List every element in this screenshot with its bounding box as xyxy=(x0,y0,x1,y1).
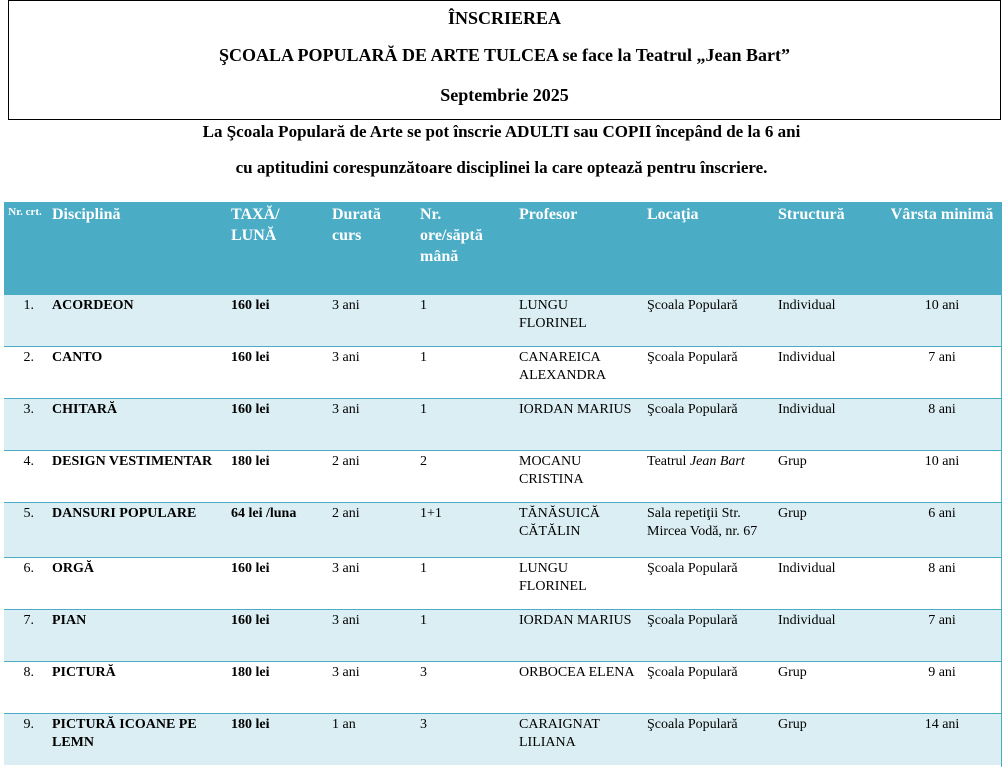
cell-varsta: 8 ani xyxy=(882,557,1002,609)
cell-varsta: 9 ani xyxy=(882,661,1002,713)
title-school: ŞCOALA POPULARĂ DE ARTE TULCEA se face la Teatrul „Jean Bart” xyxy=(218,45,791,65)
title-date: Septembrie 2025 xyxy=(440,85,569,105)
cell-structura: Grup xyxy=(772,450,882,502)
cell-taxa: 160 lei xyxy=(225,557,326,609)
cell-locatia: Şcoala Populară xyxy=(641,294,772,346)
table-row xyxy=(4,713,1002,765)
cell-profesor: LUNGU FLORINEL xyxy=(513,294,641,346)
cell-varsta: 10 ani xyxy=(882,450,1002,502)
cell-nr: 1. xyxy=(4,294,46,346)
cell-taxa: 160 lei xyxy=(225,346,326,398)
cell-nr: 2. xyxy=(4,346,46,398)
cell-nr: 4. xyxy=(4,450,46,502)
cell-locatia: Şcoala Populară xyxy=(641,661,772,713)
cell-nr: 6. xyxy=(4,557,46,609)
cell-nr: 8. xyxy=(4,661,46,713)
cell-locatia: Sala repetiţii Str. Mircea Vodă, nr. 67 xyxy=(641,502,772,557)
table-row xyxy=(4,294,1002,346)
cell-locatia-italic: Jean Bart xyxy=(689,453,745,469)
cell-durata: 3 ani xyxy=(326,346,414,398)
cell-disciplina: DANSURI POPULARE xyxy=(46,502,225,557)
table-row xyxy=(4,661,1002,713)
cell-structura: Individual xyxy=(772,557,882,609)
cell-ore: 2 xyxy=(414,450,513,502)
column-header-locatia: Locaţia xyxy=(641,202,772,294)
cell-structura: Grup xyxy=(772,661,882,713)
cell-ore: 1 xyxy=(414,557,513,609)
cell-profesor: CARAIGNAT LILIANA xyxy=(513,713,641,765)
cell-nr: 3. xyxy=(4,398,46,450)
cell-nr: 5. xyxy=(4,502,46,557)
cell-durata: 3 ani xyxy=(326,609,414,661)
cell-locatia-text: Teatrul xyxy=(647,453,687,469)
cell-durata: 3 ani xyxy=(326,661,414,713)
cell-varsta: 7 ani xyxy=(882,609,1002,661)
cell-locatia: Şcoala Populară xyxy=(641,346,772,398)
intro-line-1: La Şcoala Populară de Arte se pot înscrie ADULTI sau COPII începând de la 6 ani xyxy=(202,122,801,141)
cell-locatia: Şcoala Populară xyxy=(641,713,772,765)
cell-structura: Individual xyxy=(772,398,882,450)
cell-structura: Individual xyxy=(772,346,882,398)
cell-ore: 1 xyxy=(414,609,513,661)
cell-taxa: 180 lei xyxy=(225,661,326,713)
cell-disciplina: CHITARĂ xyxy=(46,398,225,450)
table-right-border xyxy=(1001,202,1002,767)
cell-ore: 1 xyxy=(414,294,513,346)
cell-durata: 2 ani xyxy=(326,502,414,557)
cell-profesor: IORDAN MARIUS xyxy=(513,398,641,450)
title-heading: ÎNSCRIEREA xyxy=(447,8,562,28)
cell-locatia: Şcoala Populară xyxy=(641,557,772,609)
cell-locatia xyxy=(641,450,772,502)
cell-durata: 3 ani xyxy=(326,294,414,346)
cell-durata: 3 ani xyxy=(326,398,414,450)
column-header-nr: Nr. crt. xyxy=(4,202,46,294)
column-header-disciplina: Disciplină xyxy=(46,202,225,294)
cell-ore: 3 xyxy=(414,713,513,765)
cell-profesor: MOCANU CRISTINA xyxy=(513,450,641,502)
column-header-ore: Nr. ore/săptă mână xyxy=(414,202,513,294)
cell-varsta: 7 ani xyxy=(882,346,1002,398)
column-header-taxa: TAXĂ/ LUNĂ xyxy=(225,202,326,294)
column-header-durata: Durată curs xyxy=(326,202,414,294)
cell-profesor: LUNGU FLORINEL xyxy=(513,557,641,609)
table-row xyxy=(4,398,1002,450)
cell-ore: 1 xyxy=(414,346,513,398)
cell-structura: Individual xyxy=(772,609,882,661)
cell-taxa: 160 lei xyxy=(225,294,326,346)
cell-nr: 9. xyxy=(4,713,46,765)
cell-profesor: IORDAN MARIUS xyxy=(513,609,641,661)
cell-varsta: 10 ani xyxy=(882,294,1002,346)
cell-disciplina: DESIGN VESTIMENTAR xyxy=(46,450,225,502)
cell-taxa: 180 lei xyxy=(225,450,326,502)
column-header-profesor: Profesor xyxy=(513,202,641,294)
table-header-row xyxy=(4,202,1002,294)
disciplines-table xyxy=(4,202,1002,765)
cell-durata: 2 ani xyxy=(326,450,414,502)
cell-ore: 1+1 xyxy=(414,502,513,557)
cell-profesor: CANAREICA ALEXANDRA xyxy=(513,346,641,398)
cell-structura: Grup xyxy=(772,713,882,765)
table-row xyxy=(4,450,1002,502)
cell-disciplina: PIAN xyxy=(46,609,225,661)
cell-disciplina: PICTURĂ ICOANE PE LEMN xyxy=(46,713,225,765)
cell-durata: 1 an xyxy=(326,713,414,765)
title-box xyxy=(8,0,1001,120)
cell-profesor: TĂNĂSUICĂ CĂTĂLIN xyxy=(513,502,641,557)
cell-durata: 3 ani xyxy=(326,557,414,609)
cell-disciplina: ORGĂ xyxy=(46,557,225,609)
table-row xyxy=(4,502,1002,557)
cell-structura: Individual xyxy=(772,294,882,346)
cell-disciplina: PICTURĂ xyxy=(46,661,225,713)
table-row xyxy=(4,557,1002,609)
cell-disciplina: ACORDEON xyxy=(46,294,225,346)
cell-taxa: 160 lei xyxy=(225,609,326,661)
cell-ore: 1 xyxy=(414,398,513,450)
cell-disciplina: CANTO xyxy=(46,346,225,398)
cell-ore: 3 xyxy=(414,661,513,713)
cell-nr: 7. xyxy=(4,609,46,661)
cell-varsta: 8 ani xyxy=(882,398,1002,450)
table-row xyxy=(4,346,1002,398)
cell-locatia: Şcoala Populară xyxy=(641,609,772,661)
cell-varsta: 14 ani xyxy=(882,713,1002,765)
cell-locatia: Şcoala Populară xyxy=(641,398,772,450)
cell-profesor: ORBOCEA ELENA xyxy=(513,661,641,713)
cell-varsta: 6 ani xyxy=(882,502,1002,557)
column-header-varsta: Vârsta minimă xyxy=(882,202,1002,294)
cell-taxa: 160 lei xyxy=(225,398,326,450)
table-row xyxy=(4,609,1002,661)
cell-taxa: 64 lei /luna xyxy=(225,502,326,557)
cell-structura: Grup xyxy=(772,502,882,557)
intro-line-2: cu aptitudini corespunzătoare disciplinei la care optează pentru înscriere. xyxy=(235,158,768,177)
cell-taxa: 180 lei xyxy=(225,713,326,765)
column-header-structura: Structură xyxy=(772,202,882,294)
